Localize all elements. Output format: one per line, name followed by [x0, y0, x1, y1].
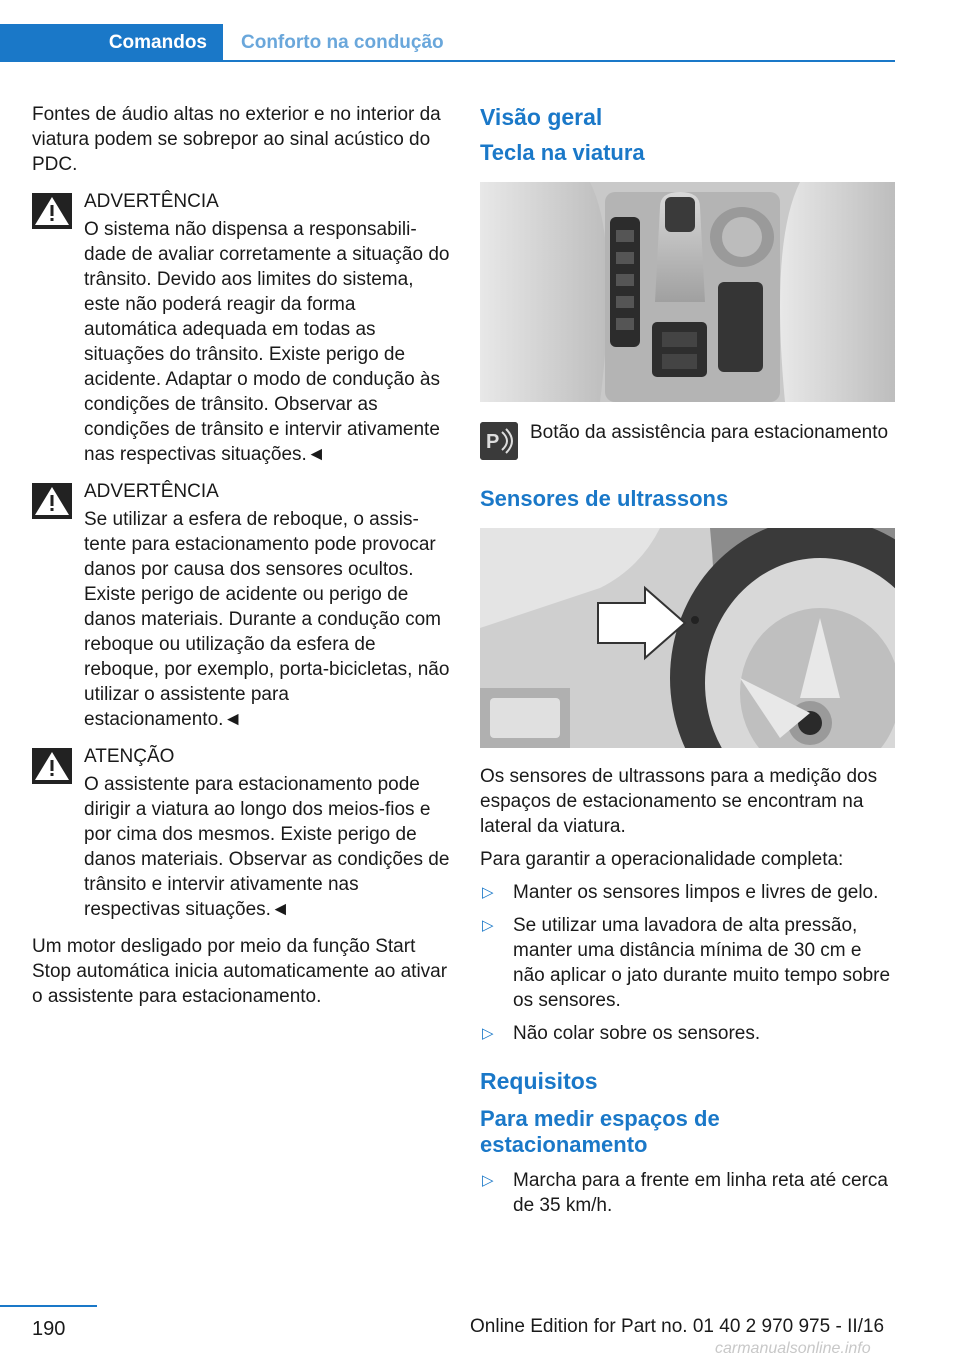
warning-text-content: O assistente para estacionamento pode dirigir a viatura ao longo dos meios-fios e por cima dos mesmos. Existe perigo de danos materiais. Observar as condições de trânsito e intervir ativamente nas respectivas situações.◄ [84, 774, 450, 920]
tab-comandos[interactable] [0, 24, 223, 62]
sensor-photo [480, 528, 895, 748]
watermark-text: carmanualsonline.info [715, 1340, 871, 1357]
tab-conforto[interactable] [223, 24, 895, 62]
wheel-sensor-image [480, 528, 895, 748]
warning-block-3 [32, 744, 452, 922]
chapter-header [0, 0, 960, 62]
warning-triangle-icon [32, 748, 72, 784]
warning-triangle-icon [32, 483, 72, 519]
warning-heading: ADVERTÊNCIA [84, 481, 219, 502]
edition-note: Online Edition for Part no. 01 40 2 970 975 - II/16 [470, 1316, 885, 1337]
header-rule [0, 60, 895, 62]
gear-console-image [480, 182, 895, 402]
heading-button: Tecla na viatura [480, 140, 645, 165]
footer-rule [0, 1305, 97, 1307]
page-number: 190 [32, 1318, 66, 1340]
list-item-text: Não colar sobre os sensores. [513, 1023, 761, 1044]
list-item [480, 1021, 895, 1046]
warning-text [32, 507, 452, 732]
list-item-text: Se utilizar uma lavadora de alta pressão, manter uma distância mínima de 30 cm e não aplicar o jato durante muito tempo sobre os sensores. [513, 915, 891, 1011]
heading-measure: Para medir espaços de estacionamento [480, 1106, 720, 1157]
bullet-arrow-icon: ▷ [482, 917, 494, 934]
tab-conforto-label: Conforto na condução [241, 32, 444, 53]
list-item-text: Manter os sensores limpos e livres de gelo. [513, 882, 879, 903]
left-column [32, 102, 452, 1021]
warning-text-content: Se utilizar a esfera de reboque, o assistente para estacionamento pode provocar danos por causa dos sensores ocultos. Existe perigo de acidente ou perigo de danos materiais. Durante a condução com reboque ou utilização da esfera de reboque, por exemplo, porta-bicicletas, não utilizar o assistente para estacionamento.◄ [84, 509, 450, 730]
tab-comandos-label: Comandos [108, 32, 207, 53]
heading-sensors: Sensores de ultrassons [480, 486, 729, 511]
button-caption-row [480, 420, 895, 460]
warning-text-content: O sistema não dispensa a responsabilidade de avaliar corretamente a situação do trânsito. Devido aos limites do sistema, este não poderá reagir da forma automática adequada em todas as situações do trânsito. Existe perigo de acidente. Adaptar o modo de condução às condições de trânsito. Observar as condições de trânsito e intervir ativamente nas respectivas situações.◄ [84, 219, 450, 465]
warning-heading: ADVERTÊNCIA [84, 191, 219, 212]
heading-overview: Visão geral [480, 104, 603, 130]
warning-triangle-icon [32, 193, 72, 229]
warning-text [32, 772, 452, 922]
warning-block-2 [32, 479, 452, 732]
measure-list [480, 1168, 895, 1218]
sensors-paragraph: Os sensores de ultrassons para a medição dos espaços de estacionamento se encontram na lateral da viatura. [480, 766, 878, 837]
warning-text [32, 217, 452, 467]
list-item [480, 1168, 895, 1218]
right-column [480, 102, 895, 1226]
warning-heading: ATENÇÃO [84, 746, 175, 767]
bullet-arrow-icon: ▷ [482, 884, 494, 901]
console-photo [480, 182, 895, 402]
bullet-arrow-icon: ▷ [482, 1025, 494, 1042]
bullet-arrow-icon: ▷ [482, 1172, 494, 1189]
intro-paragraph: Fontes de áudio altas no exterior e no interior da viatura podem se sobrepor ao sinal acústico do PDC. [32, 104, 441, 175]
list-item [480, 880, 895, 905]
heading-requirements: Requisitos [480, 1068, 598, 1094]
sensors-list [480, 880, 895, 1046]
sensors-lead: Para garantir a operacionalidade completa: [480, 849, 844, 870]
list-item [480, 913, 895, 1013]
parking-assist-button-icon [480, 422, 518, 460]
button-caption: Botão da assistência para estacionamento [530, 422, 889, 443]
list-item-text: Marcha para a frente em linha reta até cerca de 35 km/h. [513, 1170, 888, 1216]
svg-text:P: P [486, 431, 500, 453]
warning-block-1 [32, 189, 452, 467]
outro-paragraph: Um motor desligado por meio da função Start Stop automática inicia automaticamente ao ativar o assistente para estacionamento. [32, 936, 448, 1007]
